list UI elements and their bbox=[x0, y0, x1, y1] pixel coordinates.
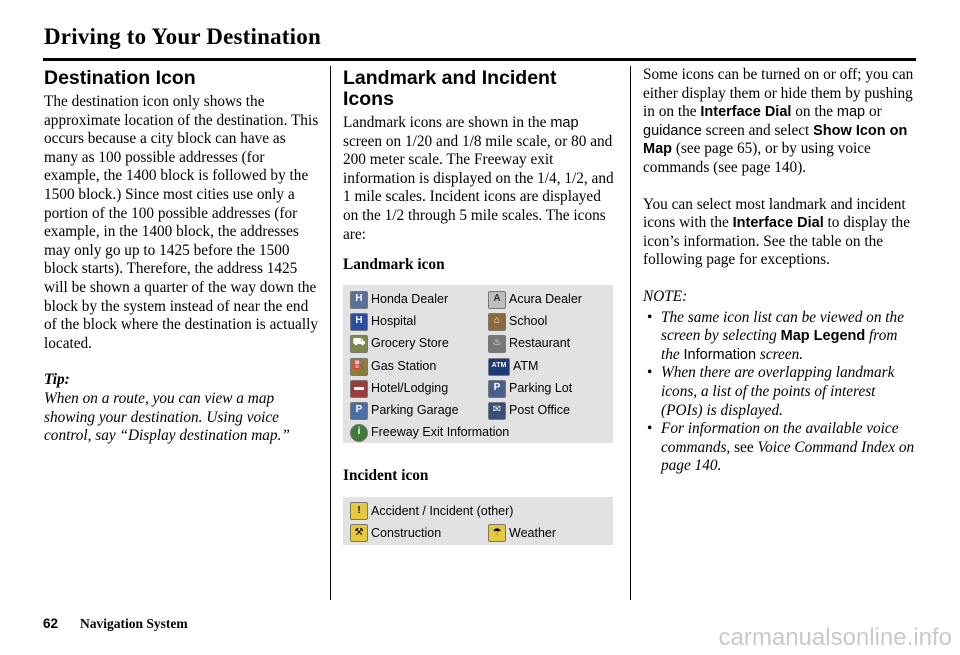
icon-row-gas: ⛽ Gas Station bbox=[350, 357, 436, 377]
grocery-cart-icon: ⛟ bbox=[350, 335, 368, 353]
destination-icon-body: The destination icon only shows the approximate location of the destination. This occurs because a city block can have as many as 100 possible addresses (for example, the 1400 block is followed by the 1500 block.) Since most cities use only a portion of the 100 possible addresses (for example, in the 1400 block, the addresses may only go up to 1425 before the 1500 block starts). Therefore, the address 1425 will be shown a quarter of the way down the block by the system instead of near the end of the block where the destination is actually located. bbox=[44, 93, 319, 352]
column-divider-1 bbox=[330, 66, 331, 600]
note-item: • For information on the available voice commands, see Voice Command Index on page 140. bbox=[643, 420, 918, 476]
icon-row-parking-lot: P Parking Lot bbox=[488, 379, 572, 399]
icon-row-restaurant: ♨ Restaurant bbox=[488, 334, 570, 354]
header-rule bbox=[43, 58, 916, 61]
parking-garage-icon: P bbox=[350, 402, 368, 420]
note-item: • When there are overlapping landmark icons, a list of the points of interest (POIs) is displayed. bbox=[643, 364, 918, 420]
acura-logo-icon: A bbox=[488, 291, 506, 309]
icon-row-weather: ☂ Weather bbox=[488, 523, 556, 543]
info-icon: i bbox=[350, 424, 368, 442]
icon-toggle-paragraph: Some icons can be turned on or off; you can either display them or hide them by pushing in on the Interface Dial on the map or guidance screen and select Show Icon on Map (see page 65), or by using voice commands (see page 140). bbox=[643, 66, 914, 176]
icon-row-hospital: H Hospital bbox=[350, 312, 416, 332]
footer-section: Navigation System bbox=[80, 616, 188, 631]
weather-icon: ☂ bbox=[488, 524, 506, 542]
tip-heading: Tip: bbox=[44, 371, 70, 389]
atm-icon: ATM bbox=[488, 358, 510, 376]
construction-icon: ⚒ bbox=[350, 524, 368, 542]
icon-select-paragraph: You can select most landmark and incident icons with the Interface Dial to display the icon’s information. See the table on the following page for exceptions. bbox=[643, 195, 910, 269]
page-number: 62 bbox=[43, 616, 59, 631]
landmark-icon-label: Landmark icon bbox=[343, 256, 445, 274]
landmark-icon-box bbox=[343, 285, 613, 443]
note-heading: NOTE: bbox=[643, 287, 688, 305]
section-heading-landmark-incident: Landmark and Incident Icons bbox=[343, 67, 557, 110]
parking-lot-icon: P bbox=[488, 380, 506, 398]
warning-icon: ! bbox=[350, 502, 368, 520]
column-icon-display bbox=[643, 66, 918, 476]
honda-logo-icon: H bbox=[350, 291, 368, 309]
icon-row-freeway-exit: i Freeway Exit Information bbox=[350, 423, 509, 443]
note-item: • The same icon list can be viewed on the screen by selecting Map Legend from the Information screen. bbox=[643, 309, 918, 365]
icon-row-grocery: ⛟ Grocery Store bbox=[350, 334, 449, 354]
icon-row-honda: H Honda Dealer bbox=[350, 290, 448, 310]
column-divider-2 bbox=[630, 66, 631, 600]
landmark-body: Landmark icons are shown in the map screen on 1/20 and 1/8 mile scale, or 80 and 200 meter scale. The Freeway exit information is displayed on the 1/4, 1/2, and 1 mile scales. Incident icons are displayed on the 1/2 through 5 mile scales. The icons are: bbox=[343, 114, 614, 243]
icon-row-school: ⌂ School bbox=[488, 312, 547, 332]
icon-row-acura: A Acura Dealer bbox=[488, 290, 582, 310]
page-title: Driving to Your Destination bbox=[44, 24, 321, 49]
icon-row-hotel: ▬ Hotel/Lodging bbox=[350, 379, 448, 399]
watermark: carmanualsonline.info bbox=[718, 624, 952, 651]
hospital-icon: H bbox=[350, 313, 368, 331]
mailbox-icon: ✉ bbox=[488, 402, 506, 420]
school-icon: ⌂ bbox=[488, 313, 506, 331]
gas-pump-icon: ⛽ bbox=[350, 358, 368, 376]
icon-row-parking-garage: P Parking Garage bbox=[350, 401, 459, 421]
icon-row-accident: ! Accident / Incident (other) bbox=[350, 501, 513, 521]
section-heading-destination-icon: Destination Icon bbox=[44, 67, 196, 89]
column-destination-icon bbox=[44, 66, 319, 446]
bed-icon: ▬ bbox=[350, 380, 368, 398]
incident-icon-box bbox=[343, 497, 613, 545]
tip-text: When on a route, you can view a map showing your destination. Using voice control, say “Display destination map.” bbox=[44, 389, 290, 445]
restaurant-icon: ♨ bbox=[488, 335, 506, 353]
note-list bbox=[643, 309, 918, 476]
icon-row-atm: ATM ATM bbox=[488, 357, 538, 377]
incident-icon-label: Incident icon bbox=[343, 466, 429, 484]
icon-row-post-office: ✉ Post Office bbox=[488, 401, 570, 421]
icon-row-construction: ⚒ Construction bbox=[350, 523, 441, 543]
column-landmark-incident bbox=[343, 66, 618, 545]
